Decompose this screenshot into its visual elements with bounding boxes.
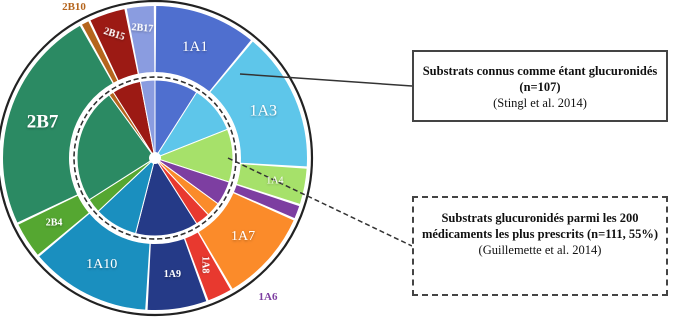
slice-label-1a3: 1A3: [249, 102, 278, 120]
outer-ring-legend-title: Substrats connus comme étant glucuronidés (n=107): [422, 64, 658, 94]
outer-ring-legend-citation: (Stingl et al. 2014): [493, 96, 587, 110]
slice-label-1a8: 1A8: [199, 256, 211, 274]
slice-label-1a7: 1A7: [230, 229, 256, 245]
slice-label-1a4: 1A4: [266, 175, 284, 187]
center-hole: [149, 152, 161, 164]
slice-label-2b4: 2B4: [45, 217, 63, 229]
inner-ring-legend-citation: (Guillemette et al. 2014): [478, 243, 602, 257]
inner-ring-legend-title: Substrats glucuronidés parmi les 200 médicaments les plus prescrits (n=111, 55%): [421, 211, 659, 241]
slice-label-2b7: 2B7: [26, 111, 59, 133]
slice-label-2b15: 2B15: [102, 26, 127, 44]
slice-label-1a1: 1A1: [182, 38, 208, 55]
slice-label-1a9: 1A9: [163, 269, 181, 281]
slice-label-2b17: 2B17: [131, 22, 154, 36]
inner-ring-legend-box: [412, 196, 668, 296]
slice-label-2b10: 2B10: [62, 1, 86, 13]
slice-label-1a10: 1A10: [86, 256, 118, 272]
slice-label-1a6: 1A6: [258, 291, 278, 303]
outer-ring-legend-box: [412, 50, 668, 122]
